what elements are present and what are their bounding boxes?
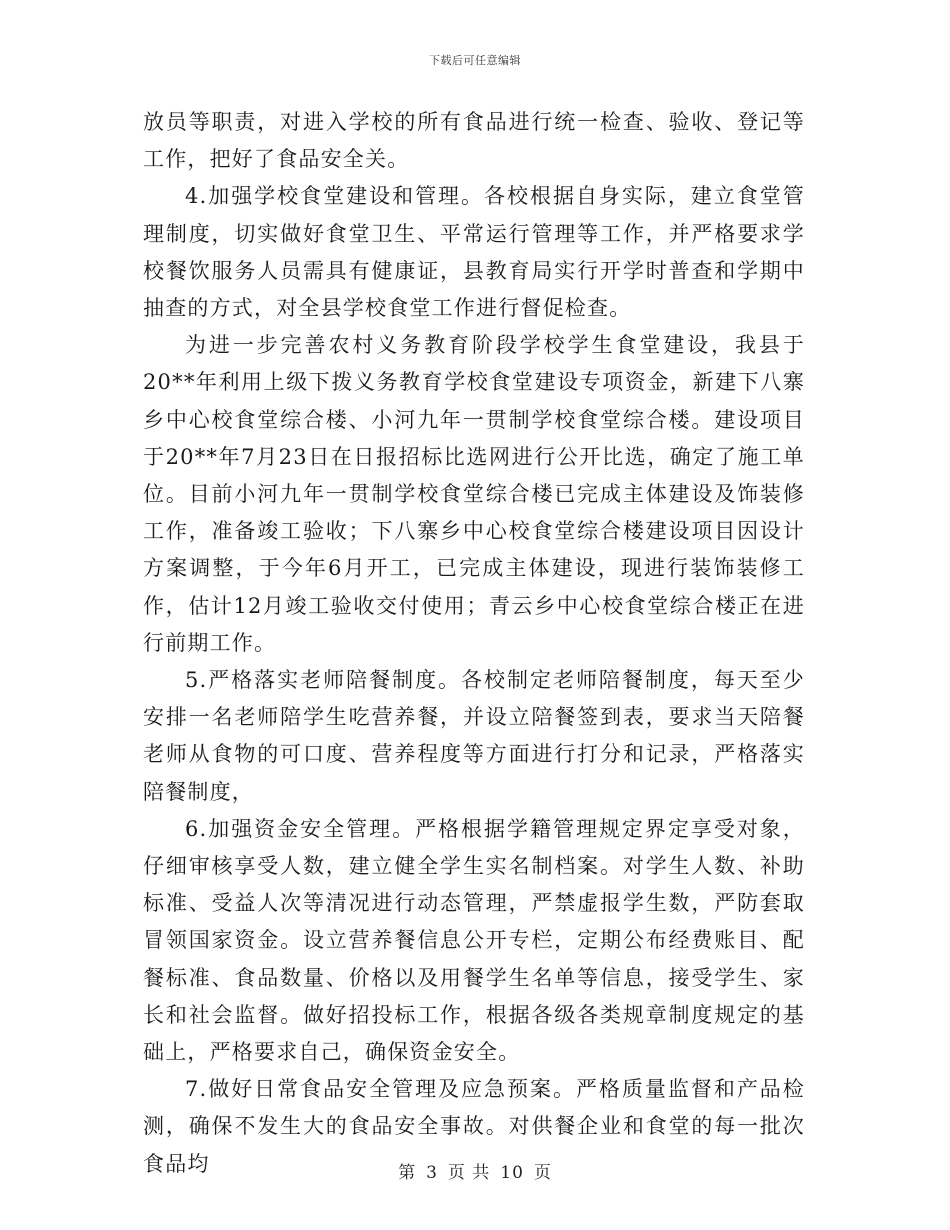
paragraph-item-6: 6.加强资金安全管理。严格根据学籍管理规定界定享受对象，仔细审核享受人数，建立健全学生实名制档案。对学生人数、补助标准、受益人次等清况进行动态管理，严禁虚报学生数，严防套取冒领国家资金。设立营养餐信息公开专栏，定期公布经费账目、配餐标准、食品数量、价格以及用餐学生名单等信息，接受学生、家长和社会监督。做好招投标工作，根据各级各类规章制度规定的基础上，严格要求自己，确保资金安全。 [143,816,805,1065]
document-body [143,104,805,1183]
footer-current-page: 3 [426,1163,438,1183]
paragraph-continued: 放员等职责，对进入学校的所有食品进行统一检查、验收、登记等工作，把好了食品安全关。 [143,110,805,172]
footer-suffix: 页 [533,1163,552,1183]
page-header: 下载后可任意编辑 [429,54,521,67]
paragraph-canteen-construction: 为进一步完善农村义务教育阶段学校学生食堂建设，我县于20**年利用上级下拨义务教育学校食堂建设专项资金，新建下八寨乡中心校食堂综合楼、小河九年一贯制学校食堂综合楼。建设项目于20**年7月23日在日报招标比选网进行公开比选，确定了施工单位。目前小河九年一贯制学校食堂综合楼已完成主体建设及饰装修工作，准备竣工验收；下八寨乡中心校食堂综合楼建设项目因设计方案调整，于今年6月开工，已完成主体建设，现进行装饰装修工作，估计12月竣工验收交付使用；青云乡中心校食堂综合楼正在进行前期工作。 [143,333,805,655]
paragraph-item-4: 4.加强学校食堂建设和管理。各校根据自身实际，建立食堂管理制度，切实做好食堂卫生、平常运行管理等工作，并严格要求学校餐饮服务人员需具有健康证，县教育局实行开学时普查和学期中抽查的方式，对全县学校食堂工作进行督促检查。 [143,184,805,321]
footer-middle: 页 共 [447,1163,491,1183]
page-footer [0,1158,950,1183]
footer-total-pages: 10 [500,1163,524,1183]
footer-prefix: 第 [398,1163,417,1183]
paragraph-item-5: 5.严格落实老师陪餐制度。各校制定老师陪餐制度，每天至少安排一名老师陪学生吃营养餐，并设立陪餐签到表，要求当天陪餐老师从食物的可口度、营养程度等方面进行打分和记录，严格落实陪餐制度， [143,668,805,804]
paragraph-item-7: 7.做好日常食品安全管理及应急预案。严格质量监督和产品检测，确保不发生大的食品安全事故。对供餐企业和食堂的每一批次食品均 [143,1077,805,1176]
